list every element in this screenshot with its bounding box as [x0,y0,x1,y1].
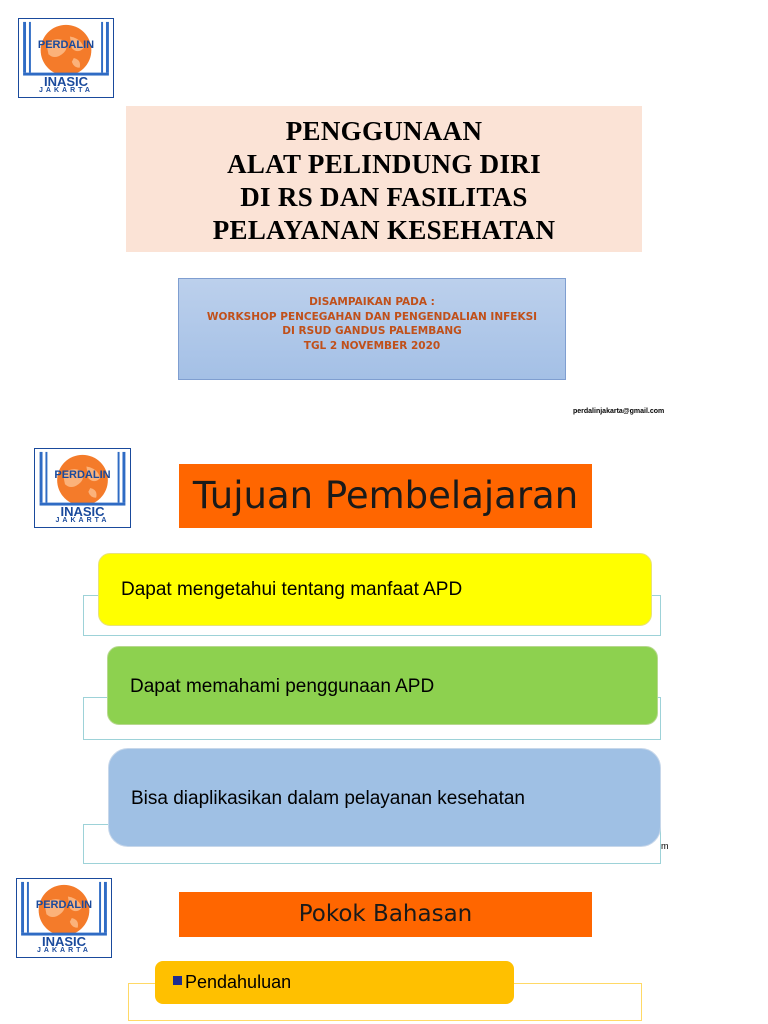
objective-item [107,646,658,725]
presented-line: WORKSHOP PENCEGAHAN DAN PENGENDALIAN INFEKSI [206,310,538,323]
logo-top-text: PERDALIN [37,39,95,51]
title-line: ALAT PELINDUNG DIRI [227,149,541,179]
heading-text: Pokok Bahasan [298,901,473,927]
title-line: PELAYANAN KESEHATAN [212,215,556,245]
heading-text: Tujuan Pembelajaran [192,474,579,517]
square-bullet-icon [173,976,182,985]
topic-text: Pendahuluan [185,972,292,992]
perdalin-logo [34,448,131,528]
presented-line: DISAMPAIKAN PADA : [309,296,435,308]
objective-text: Dapat memahami penggunaan APD [130,676,435,697]
presented-line: TGL 2 NOVEMBER 2020 [303,339,441,352]
logo-top-text: PERDALIN [35,899,93,911]
presented-at-box [178,278,566,380]
title-line: PENGGUNAAN [285,116,483,146]
presented-line: DI RSUD GANDUS PALEMBANG [282,325,462,337]
topic-item [155,961,514,1004]
objective-text: Bisa diaplikasikan dalam pelayanan kesehatan [131,788,525,809]
presentation-title-box [126,106,642,252]
objective-item [98,553,652,626]
main-topics-heading [179,892,592,937]
contact-email: perdalinjakarta@gmail.com [573,408,665,415]
logo-city-text: JAKARTA [37,947,91,954]
logo-city-text: JAKARTA [39,87,93,94]
logo-bottom-text: INASIC [41,934,87,949]
objective-text: Dapat mengetahui tentang manfaat APD [121,579,463,600]
learning-objectives-heading [179,464,592,528]
perdalin-logo [18,18,114,98]
logo-top-text: PERDALIN [54,469,111,481]
logo-bottom-text: INASIC [60,504,105,519]
perdalin-logo [16,878,112,958]
logo-city-text: JAKARTA [55,517,110,524]
objective-item [108,748,661,847]
email-fragment: m [661,841,669,851]
title-line: DI RS DAN FASILITAS [240,182,528,212]
logo-bottom-text: INASIC [43,74,89,89]
